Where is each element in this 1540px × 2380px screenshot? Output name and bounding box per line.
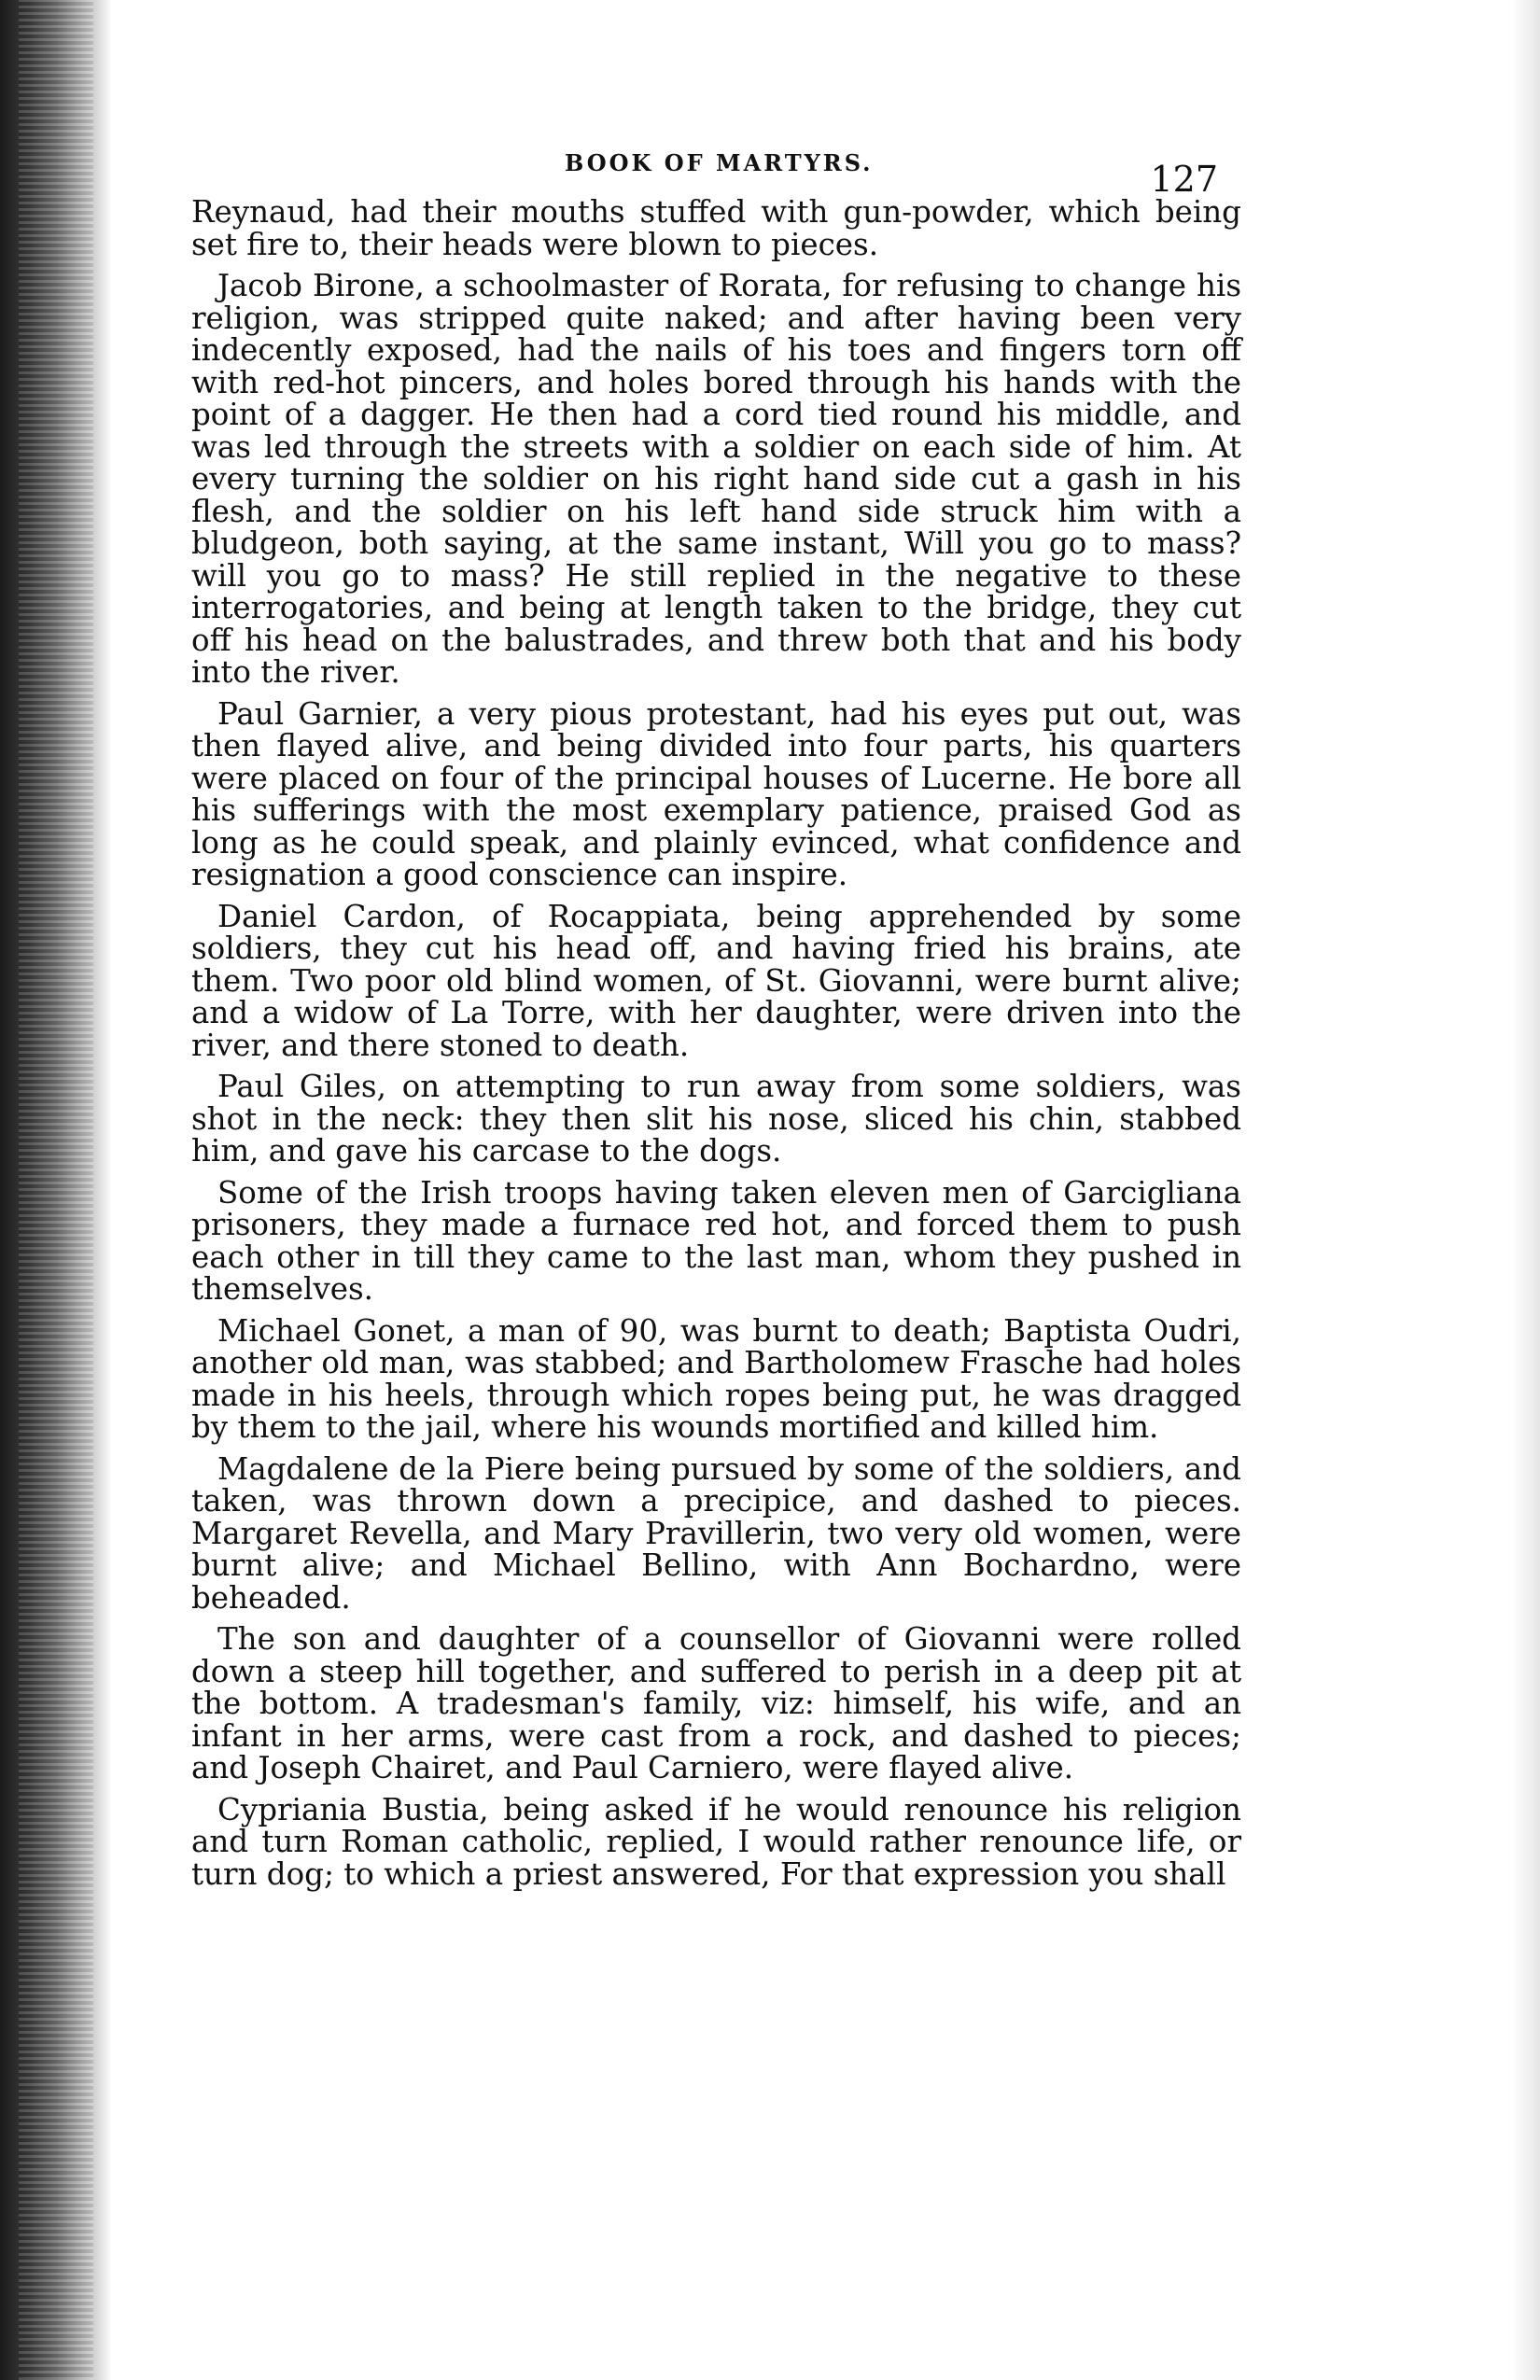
body-text <box>191 196 1241 1890</box>
spine-texture <box>19 0 93 2380</box>
paragraph-irish-troops: Some of the Irish troops having taken eleven men of Garcigliana prisoners, they made a furnace red hot, and forced them to push each other in till they came to the last man, whom they pushed in themselves. <box>191 1174 1241 1307</box>
paragraph-continuation: Reynaud, had their mouths stuffed with gun-powder, which being set fire to, their heads were blown to pieces. <box>191 194 1241 262</box>
paragraph-paul-garnier: Paul Garnier, a very pious protestant, had his eyes put out, was then flayed alive, and being divided into four parts, his quarters were placed on four of the principal houses of Lucerne. He bore all his sufferings with the most exemplary patience, praised God as long as he could speak, and plainly evinced, what confidence and resignation a good conscience can inspire. <box>191 695 1241 892</box>
paragraph-jacob-birone: Jacob Birone, a schoolmaster of Rorata, for refusing to change his religion, was stripped quite naked; and after having been very indecently exposed, had the nails of his toes and fingers torn off with red-hot pincers, and holes bored through his hands with the point of a dagger. He then had a cord tied round his middle, and was led through the streets with a soldier on each side of him. At every turning the soldier on his right hand side cut a gash in his flesh, and the soldier on his left hand side struck him with a bludgeon, both saying, at the same instant, Will you go to mass? will you go to mass? He still replied in the negative to these interrogatories, and being at length taken to the bridge, they cut off his head on the balustrades, and threw both that and his body into the river. <box>191 268 1241 690</box>
paragraph-paul-giles: Paul Giles, on attempting to run away from some soldiers, was shot in the neck: they then slit his nose, sliced his chin, stabbed him, and gave his carcase to the dogs. <box>191 1069 1241 1169</box>
page-edge <box>1512 0 1540 2380</box>
paragraph-counsellor-children: The son and daughter of a counsellor of Giovanni were rolled down a steep hill together, and suffered to perish in a deep pit at the bottom. A tradesman's family, viz: himself, his wife, and an infant in her arms, were cast from a rock, and dashed to pieces; and Joseph Chairet, and Paul Carniero, were flayed alive. <box>191 1621 1241 1785</box>
paragraph-magdalene-de-la-piere: Magdalene de la Piere being pursued by some of the soldiers, and taken, was thrown down a precipice, and dashed to pieces. Margaret Revella, and Mary Pravillerin, two very old women, were burnt alive; and Michael Bellino, with Ann Bochardno, were beheaded. <box>191 1450 1241 1616</box>
running-header <box>191 140 1241 215</box>
paragraph-daniel-cardon: Daniel Cardon, of Rocappiata, being apprehended by some soldiers, they cut his head off, and having fried his brains, ate them. Two poor old blind women, of St. Giovanni, were burnt alive; and a widow of La Torre, with her daughter, were driven into the river, and there stoned to death. <box>191 898 1241 1063</box>
page-number: 127 <box>1150 159 1218 200</box>
paragraph-cypriania-bustia: Cypriania Bustia, being asked if he would renounce his religion and turn Roman catholic, replied, I would rather renounce life, or turn dog; to which a priest answered, For that expression you shall <box>191 1791 1241 1892</box>
book-page <box>191 140 1241 1899</box>
paragraph-michael-gonet: Michael Gonet, a man of 90, was burnt to death; Baptista Oudri, another old man, was stabbed; and Bartholomew Frasche had holes made in his heels, through which ropes being put, he was dragged by them to the jail, where his wounds mortified and killed him. <box>191 1312 1241 1445</box>
running-title: BOOK OF MARTYRS. <box>565 149 874 176</box>
